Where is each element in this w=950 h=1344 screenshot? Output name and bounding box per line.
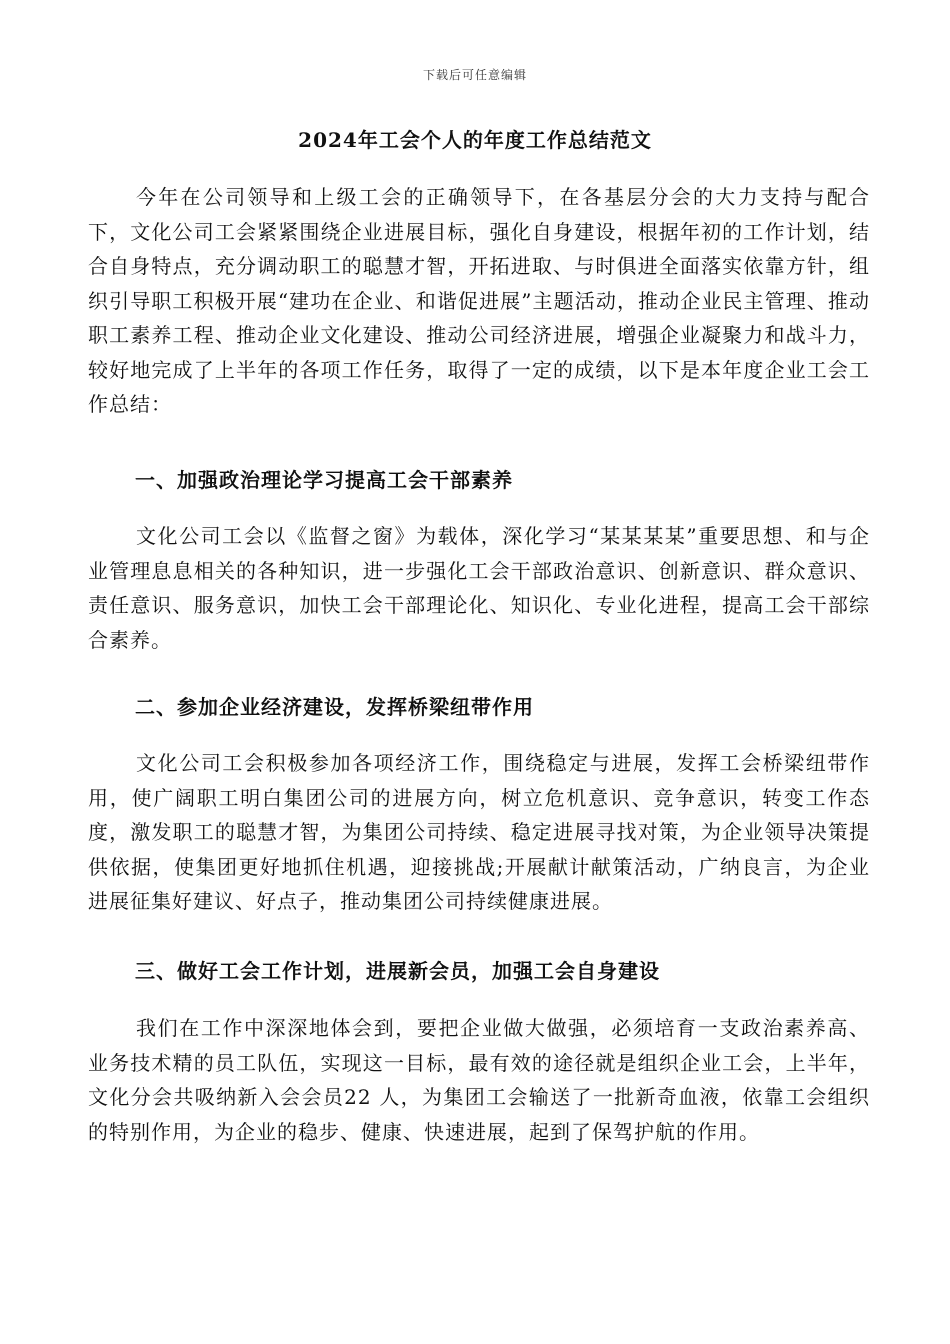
section-body-3: 我们在工作中深深地体会到，要把企业做大做强，必须培育一支政治素养高、业务技术精的员工队伍，实现这一目标，最有效的途径就是组织企业工会，上半年，文化分会共吸纳新入会会员22 人，为集团工会输送了一批新奇血液，依靠工会组织的特别作用，为企业的稳步、健康、快速进展，起到了保驾护航的作用。 — [88, 1016, 870, 1144]
section-body-2: 文化公司工会积极参加各项经济工作，围绕稳定与进展，发挥工会桥梁纽带作用，使广阔职工明白集团公司的进展方向，树立危机意识、竞争意识，转变工作态度，激发职工的聪慧才智，为集团公司持续、稳定进展寻找对策，为企业领导决策提供依据，使集团更好地抓住机遇，迎接挑战;开展献计献策活动，广纳良言，为企业进展征集好建议、好点子，推动集团公司持续健康进展。 — [88, 751, 870, 913]
section-heading-3: 三、做好工会工作计划，进展新会员，加强工会自身建设 — [135, 959, 660, 983]
section-body-1: 文化公司工会以《监督之窗》为载体，深化学习“某某某某”重要思想、和与企业管理息息相关的各种知识，进一步强化工会干部政治意识、创新意识、群众意识、责任意识、服务意识，加快工会干部理论化、知识化、专业化进程，提高工会干部综合素养。 — [88, 524, 870, 652]
header-note: 下载后可任意编辑 — [422, 68, 527, 82]
document-title: 2024年工会个人的年度工作总结范文 — [298, 128, 652, 152]
section-heading-2: 二、参加企业经济建设，发挥桥梁纽带作用 — [135, 695, 534, 719]
intro-paragraph: 今年在公司领导和上级工会的正确领导下，在各基层分会的大力支持与配合下，文化公司工会紧紧围绕企业进展目标，强化自身建设，根据年初的工作计划，结合自身特点，充分调动职工的聪慧才智，开拓进取、与时俱进全面落实依靠方针，组织引导职工积极开展“建功在企业、和谐促进展”主题活动，推动企业民主管理、推动职工素养工程、推动企业文化建设、推动公司经济进展，增强企业凝聚力和战斗力，较好地完成了上半年的各项工作任务，取得了一定的成绩，以下是本年度企业工会工作总结： — [88, 185, 870, 416]
section-heading-1: 一、加强政治理论学习提高工会干部素养 — [135, 468, 513, 492]
